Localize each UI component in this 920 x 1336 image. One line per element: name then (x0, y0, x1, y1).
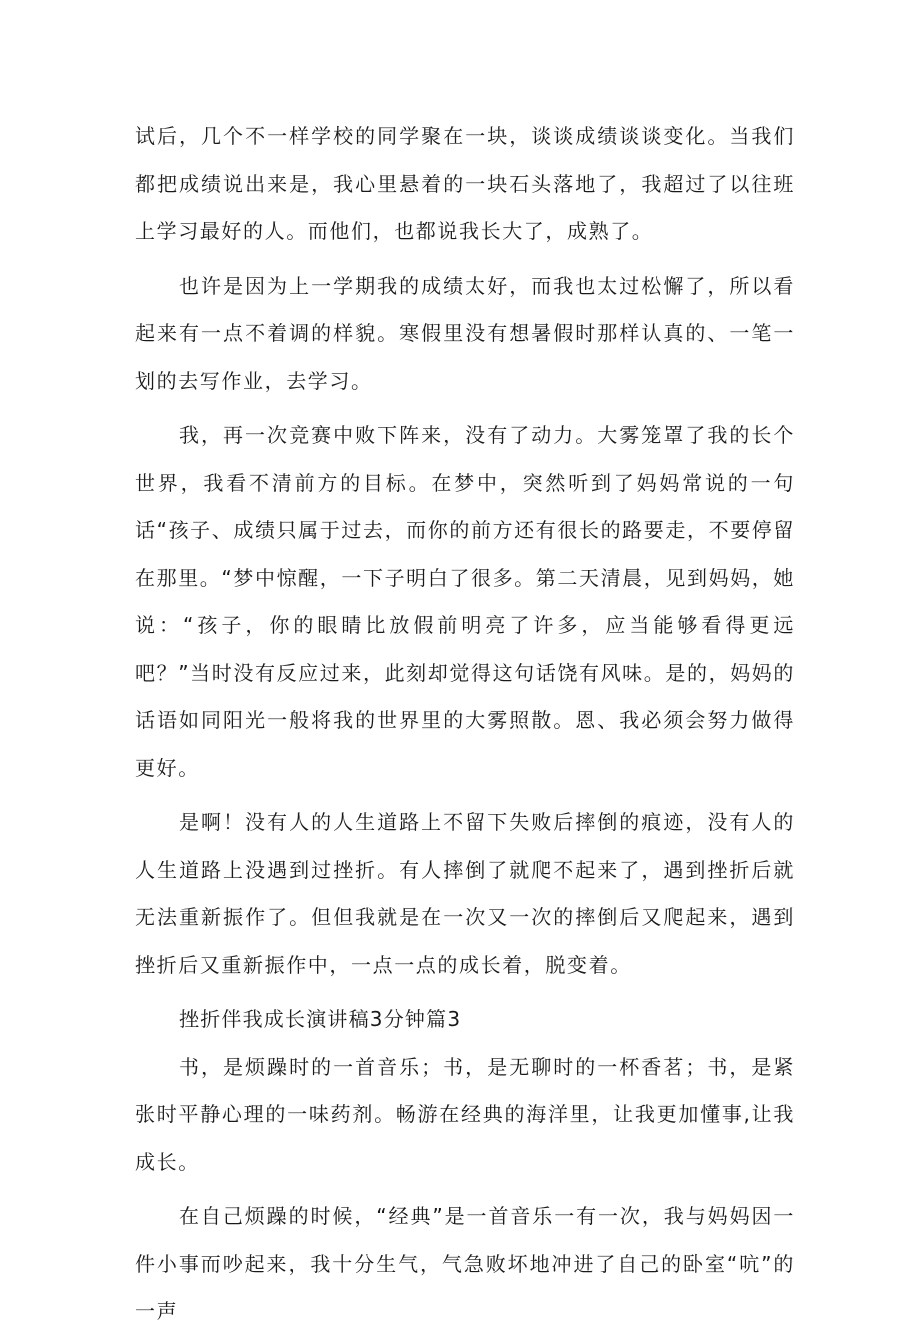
paragraph-5: 书，是烦躁时的一首音乐；书，是无聊时的一杯香茗；书，是紧张时平静心理的一味药剂。畅游在经典的海洋里，让我更加懂事,让我成长。 (135, 1054, 795, 1174)
paragraph-4: 是啊！没有人的人生道路上不留下失败后摔倒的痕迹，没有人的人生道路上没遇到过挫折。有人摔倒了就爬不起来了，遇到挫折后就无法重新振作了。但但我就是在一次又一次的摔倒后又爬起来，遇到挫折后又重新振作中，一点一点的成长着，脱变着。 (135, 810, 795, 977)
paragraph-3: 我，再一次竞赛中败下阵来，没有了动力。大雾笼罩了我的长个世界，我看不清前方的目标。在梦中，突然听到了妈妈常说的一句话“孩子、成绩只属于过去，而你的前方还有很长的路要走，不要停留在那里。“梦中惊醒，一下子明白了很多。第二天清晨，见到妈妈，她说：“孩子，你的眼睛比放假前明亮了许多，应当能够看得更远吧？”当时没有反应过来，此刻却觉得这句话饶有风味。是的，妈妈的话语如同阳光一般将我的世界里的大雾照散。恩、我必须会努力做得更好。 (135, 423, 795, 780)
paragraph-6: 在自己烦躁的时候，“经典”是一首音乐一有一次，我与妈妈因一件小事而吵起来，我十分生气，气急败坏地冲进了自己的卧室“吭”的一声 (135, 1204, 795, 1323)
paragraph-1: 试后，几个不一样学校的同学聚在一块，谈谈成绩谈谈变化。当我们都把成绩说出来是，我心里悬着的一块石头落地了，我超过了以往班上学习最好的人。而他们，也都说我长大了，成熟了。 (135, 124, 795, 243)
document-body (135, 113, 795, 1336)
section-heading: 挫折伴我成长演讲稿3分钟篇3 (179, 1007, 462, 1031)
paragraph-2: 也许是因为上一学期我的成绩太好，而我也太过松懈了，所以看起来有一点不着调的样貌。寒假里没有想暑假时那样认真的、一笔一划的去写作业，去学习。 (135, 273, 795, 393)
